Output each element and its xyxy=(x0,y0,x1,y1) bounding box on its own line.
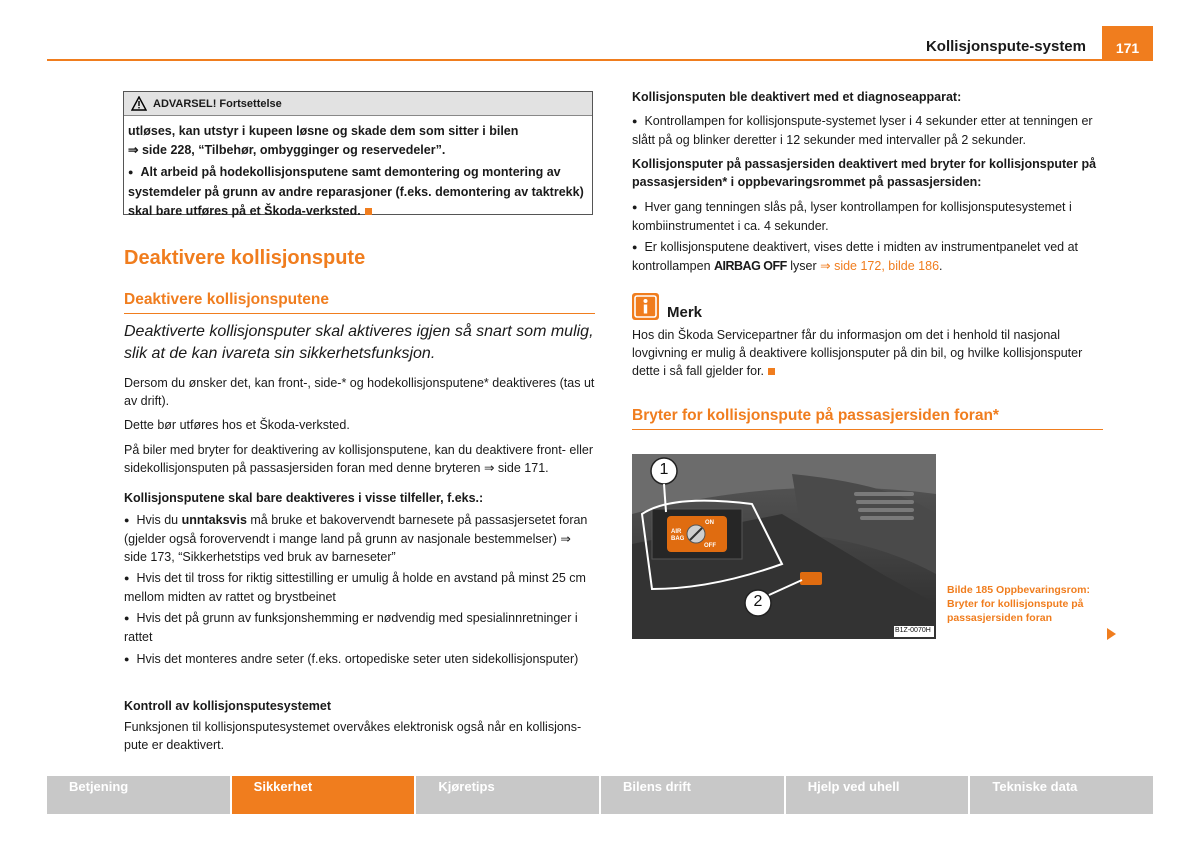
warning-bullet-text: Alt arbeid på hodekollisjonsputene samt demontering og montering av systemdeler på grunn av andre reparasjoner (f.eks. demontering av taktrekk) skal bare utføres på et Škoda-verksted. xyxy=(128,165,584,218)
warning-line-1: utløses, kan utstyr i kupeen løsne og skade dem som sitter i bilen xyxy=(128,124,519,138)
warning-header xyxy=(124,92,592,116)
list-item xyxy=(124,650,596,669)
list-item xyxy=(124,511,596,566)
list-item xyxy=(124,569,596,606)
list-item-text: Er kollisjonsputene deaktivert, vises dette i midten av instrumentpanelet ved at kontrollampen xyxy=(632,240,1079,273)
callout-1: 1 xyxy=(659,461,669,478)
tab-tekniske-data[interactable]: Tekniske data xyxy=(970,776,1153,814)
callout-2: 2 xyxy=(753,593,763,610)
paragraph-text: Dette bør utføres hos et Škoda-verksted. xyxy=(124,418,350,432)
warning-box xyxy=(123,91,593,218)
switch-deactivated-heading: Kollisjonsputer på passasjersiden deaktivert med bryter for kollisjonsputer på passasjersiden* i oppbevaringsrommet på passasjersiden: xyxy=(632,157,1097,189)
tab-kjoretips[interactable]: Kjøretips xyxy=(416,776,599,814)
airbag-off-symbol: AIRBAG OFF xyxy=(714,259,787,273)
cross-reference-link[interactable]: ⇒ side 172, bilde 186 xyxy=(820,259,940,273)
switch-bag-label: BAG xyxy=(671,536,685,542)
list-item-text: ● Hvis det monteres andre seter (f.eks. ortopediske seter uten sidekollisjonsputer) xyxy=(124,650,596,669)
figure-caption: Bilde 185 Oppbevaringsrom: Bryter for kollisjonspute på passasjersiden foran xyxy=(947,584,1090,624)
subtitle-rule xyxy=(124,313,595,314)
warning-bullet xyxy=(128,163,588,221)
dashboard-photo xyxy=(632,454,936,639)
section-rule xyxy=(632,429,1103,430)
list-item-text: ● Kontrollampen for kollisjonspute-systemet lyser i 4 sekunder etter at tenningen er slått på og blinker deretter i 12 sekunder med intervaller på 2 sekunder. xyxy=(632,112,1104,149)
page-header-title: Kollisjonspute-system xyxy=(925,38,1086,55)
paragraph-text: På biler med bryter for deaktivering av kollisjonsputene, kan du deaktivere front- eller sidekollisjonsputen på passasjersiden foran med denne bryteren ⇒ side 171. xyxy=(124,443,593,475)
tab-sikkerhet[interactable]: Sikkerhet xyxy=(232,776,415,814)
list-item xyxy=(632,198,1104,235)
tab-hjelp-ved-uhell[interactable]: Hjelp ved uhell xyxy=(786,776,969,814)
control-heading: Kontroll av kollisjonsputesystemet xyxy=(124,699,331,713)
list-item-text: lyser xyxy=(786,259,821,273)
figure-code: B1Z-0070H xyxy=(895,627,931,634)
note-paragraph xyxy=(632,326,1104,380)
control-paragraph xyxy=(124,718,596,754)
end-marker-icon xyxy=(365,208,372,215)
switch-on-label: ON xyxy=(705,520,714,526)
reference-arrow: ⇒ xyxy=(128,143,139,157)
list-item-text: . xyxy=(939,259,943,273)
info-icon xyxy=(632,293,659,320)
switch-air-label: AIR xyxy=(671,529,682,535)
emphasis-text: unntaksvis xyxy=(181,513,247,527)
list-heading: Kollisjonsputene skal bare deaktiveres i visse tilfeller, f.eks.: xyxy=(124,491,484,505)
tab-bilens-drift[interactable]: Bilens drift xyxy=(601,776,784,814)
tab-betjening[interactable]: Betjening xyxy=(47,776,230,814)
list-item xyxy=(632,112,1104,149)
header-rule xyxy=(47,59,1153,61)
end-marker-icon xyxy=(768,368,775,375)
lead-paragraph: Deaktiverte kollisjonsputer skal aktiveres igjen så snart som mulig, slik at de kan ivareta sin sikkerhetsfunksjon. xyxy=(124,323,594,362)
page-number: 171 xyxy=(1102,26,1153,61)
note-title: Merk xyxy=(667,304,703,321)
switch-off-label: OFF xyxy=(704,543,716,549)
intro-paragraph-1 xyxy=(124,374,596,410)
intro-paragraph-3 xyxy=(124,441,596,477)
list-item-text: ● Hvis det på grunn av funksjonshemming er nødvendig med spesialinnretninger i rattet xyxy=(124,609,596,646)
warning-triangle-icon xyxy=(131,96,147,111)
list-item-text: må bruke et bakovervendt barnesete på passasjersetet foran (gjelder også forovervendt i mange land på grunn av nasjonale bestemmelser) ⇒ side 173, “Sikkerhetstips ved bruk av barneseter” xyxy=(124,513,588,564)
warning-label: ADVARSEL! Fortsettelse xyxy=(153,98,282,110)
warning-body xyxy=(128,122,588,221)
section-subtitle: Deaktivere kollisjonsputene xyxy=(124,291,330,308)
paragraph-text: Funksjonen til kollisjonsputesystemet overvåkes elektronisk også når en kollisjonspute er deaktivert. xyxy=(124,720,582,752)
list-item xyxy=(632,238,1104,275)
warning-reference: side 228, “Tilbehør, ombygginger og reservedeler”. xyxy=(138,143,446,157)
diagnose-heading: Kollisjonsputen ble deaktivert med et diagnoseapparat: xyxy=(632,90,962,104)
list-item-text: ● Hver gang tenningen slås på, lyser kontrollampen for kollisjonsputesystemet i kombiinstrumentet i ca. 4 sekunder. xyxy=(632,198,1104,235)
list-item-text: ● Hvis det til tross for riktig sittestilling er umulig å holde en avstand på minst 25 cm mellom midten av rattet og brystbeinet xyxy=(124,569,596,606)
section-title: Deaktivere kollisjonspute xyxy=(124,247,366,269)
warning-line-2 xyxy=(128,141,588,160)
chapter-tabs xyxy=(47,776,1153,814)
note-text: Hos din Škoda Servicepartner får du informasjon om det i henhold til nasjonal lovgivning er mulig å deaktivere kollisjonsputer på din bil, og hvilke kollisjonsputer dette i så fall gjelder for. xyxy=(632,328,1083,378)
intro-paragraph-2 xyxy=(124,416,596,434)
switch-section-title: Bryter for kollisjonspute på passasjersiden foran* xyxy=(632,407,999,424)
list-item xyxy=(124,609,596,646)
list-item-text: Hvis du xyxy=(136,513,182,527)
paragraph-text: Dersom du ønsker det, kan front-, side-* og hodekollisjonsputene* deaktiveres (tas ut av drift). xyxy=(124,376,595,408)
continue-arrow-icon xyxy=(1107,628,1116,640)
